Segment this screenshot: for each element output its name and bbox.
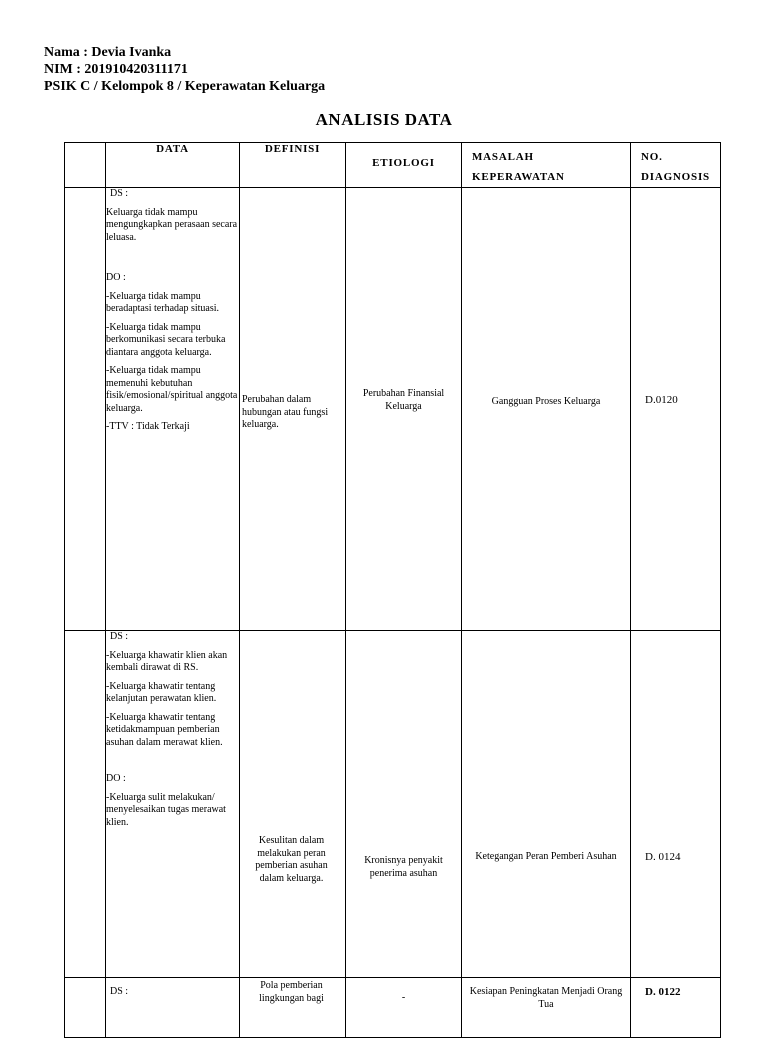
ds-label: DS : xyxy=(110,631,129,642)
diagnosis-cell xyxy=(631,631,721,978)
do-item: -Keluarga tidak mampu berkomunikasi secara terbuka diantara anggota keluarga. xyxy=(106,321,226,358)
header-blank-cell xyxy=(65,143,106,188)
ds-item: Keluarga tidak mampu mengungkapkan perasaan secara leluasa. xyxy=(106,206,238,243)
do-label: DO : xyxy=(106,272,126,283)
student-name: Nama : Devia Ivanka xyxy=(44,45,172,60)
diagnosis-cell xyxy=(631,978,721,1038)
do-item: -Keluarga tidak mampu memenuhi kebutuhan fisik/emosional/spiritual anggota keluarga. xyxy=(106,365,238,414)
masalah-text: Ketegangan Peran Pemberi Asuhan xyxy=(475,851,617,862)
table-row xyxy=(65,631,721,978)
definisi-cell xyxy=(240,978,346,1038)
definisi-cell xyxy=(240,188,346,631)
class-group: PSIK C / Kelompok 8 / Keperawatan Keluarga xyxy=(44,79,326,94)
masalah-cell xyxy=(462,631,631,978)
etiologi-cell xyxy=(346,188,462,631)
etiologi-text: Kronisnya penyakit penerima asuhan xyxy=(364,855,443,879)
analysis-table xyxy=(64,142,721,1038)
etiologi-text: - xyxy=(401,992,406,1003)
ds-label: DS : xyxy=(110,188,129,199)
header-no-line1: NO. xyxy=(641,151,663,163)
etiologi-cell xyxy=(346,978,462,1038)
do-label: DO : xyxy=(106,773,126,784)
table-header-row xyxy=(65,143,721,188)
student-nim: NIM : 201910420311171 xyxy=(44,62,188,77)
header-masalah-line2: KEPERAWATAN xyxy=(472,171,565,183)
do-item: -TTV : Tidak Terkaji xyxy=(106,421,190,432)
diagnosis-code: D. 0122 xyxy=(645,986,681,998)
table-row xyxy=(65,978,721,1038)
definisi-text: Kesulitan dalam melakukan peran pemberian asuhan dalam keluarga. xyxy=(255,835,328,884)
ds-label: DS : xyxy=(110,986,129,997)
header-no-line2: DIAGNOSIS xyxy=(641,171,710,183)
ds-item: -Keluarga khawatir tentang kelanjutan perawatan klien. xyxy=(106,680,217,704)
row-number-cell xyxy=(65,631,106,978)
do-item: -Keluarga sulit melakukan/ menyelesaikan tugas merawat klien. xyxy=(106,791,226,828)
masalah-cell xyxy=(462,978,631,1038)
diagnosis-cell xyxy=(631,188,721,631)
header-masalah-line1: MASALAH xyxy=(472,151,534,163)
header-no-diagnosis xyxy=(631,143,721,188)
diagnosis-code: D.0120 xyxy=(645,394,678,406)
header-masalah-keperawatan xyxy=(462,143,631,188)
masalah-text: Gangguan Proses Keluarga xyxy=(491,396,601,407)
definisi-text: Pola pemberian lingkungan bagi xyxy=(259,980,324,1004)
masalah-text: Kesiapan Peningkatan Menjadi Orang Tua xyxy=(469,986,623,1010)
data-cell xyxy=(106,631,240,978)
etiologi-text: Perubahan Finansial Keluarga xyxy=(362,388,445,412)
diagnosis-code: D. 0124 xyxy=(645,851,681,863)
header-data: DATA xyxy=(106,143,240,188)
ds-item: -Keluarga khawatir klien akan kembali dirawat di RS. xyxy=(106,649,228,673)
masalah-cell xyxy=(462,188,631,631)
data-cell xyxy=(106,188,240,631)
header-definisi: DEFINISI xyxy=(240,143,346,188)
etiologi-cell xyxy=(346,631,462,978)
ds-item: -Keluarga khawatir tentang ketidakmampuan pemberian asuhan dalam merawat klien. xyxy=(106,711,223,748)
definisi-cell xyxy=(240,631,346,978)
page-title: ANALISIS DATA xyxy=(315,110,453,129)
do-item: -Keluarga tidak mampu beradaptasi terhadap situasi. xyxy=(106,290,220,314)
header-etiologi: ETIOLOGI xyxy=(346,143,462,188)
row-number-cell xyxy=(65,978,106,1038)
definisi-text: Perubahan dalam hubungan atau fungsi keluarga. xyxy=(242,394,329,430)
row-number-cell xyxy=(65,188,106,631)
data-cell xyxy=(106,978,240,1038)
table-row xyxy=(65,188,721,631)
document-header xyxy=(44,44,325,95)
